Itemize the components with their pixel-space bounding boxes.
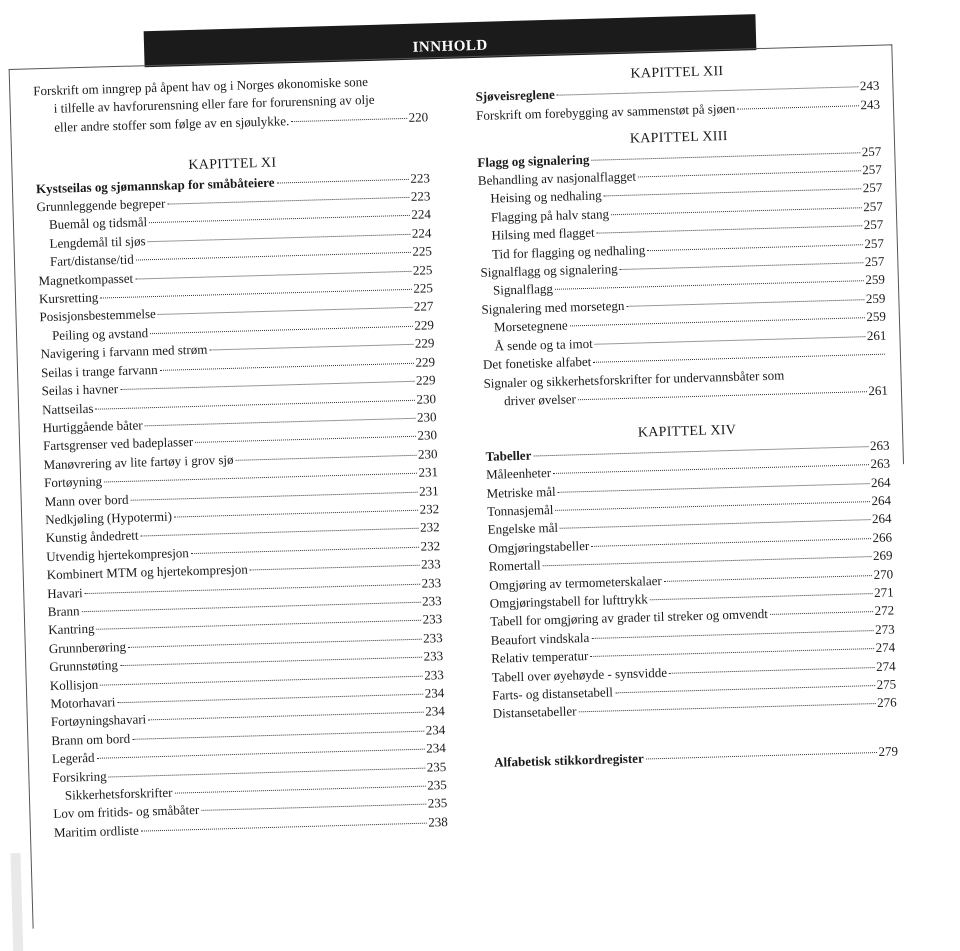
toc-entry-page: 259: [865, 272, 886, 288]
leader-dots: [82, 602, 421, 612]
toc-entry-page: 273: [874, 621, 895, 637]
leader-dots: [148, 712, 423, 721]
toc-entry-label: Lov om fritids- og småbåter: [53, 802, 200, 822]
leader-dots: [135, 271, 411, 280]
toc-entry-page: 233: [420, 556, 441, 572]
toc-entry-page: 234: [426, 740, 446, 756]
toc-entry-page: 263: [870, 455, 891, 472]
toc-entry-page: 264: [871, 492, 892, 509]
toc-entry-page: 224: [411, 206, 432, 223]
toc-entry-label: Kombinert MTM og hjertekompresjon: [46, 561, 248, 583]
leader-dots: [117, 694, 422, 704]
leader-dots: [590, 648, 873, 657]
toc-entry-page: 274: [875, 639, 896, 656]
leader-dots: [591, 538, 870, 547]
leader-dots: [109, 767, 425, 777]
toc-entry-page: 263: [869, 437, 890, 453]
toc-entry-label: Signalering med morsetegn: [481, 297, 625, 317]
leader-dots: [558, 483, 869, 493]
leader-dots: [620, 262, 863, 270]
toc-entry-list-xiii: [477, 142, 887, 374]
toc-entry-label: Mann over bord: [44, 491, 129, 509]
leader-dots: [770, 611, 873, 615]
toc-entry-label: Det fonetiske alfabet: [482, 353, 592, 372]
leader-dots: [595, 336, 865, 345]
toc-entry-label: Sjøveisreglene: [475, 87, 555, 105]
chapter-heading-xi: KAPITTEL XI: [188, 155, 277, 174]
toc-entry-page: 233: [421, 574, 442, 591]
leader-dots: [167, 197, 409, 205]
toc-entry-page: 227: [413, 298, 434, 315]
toc-entry-label: Manøvrering av lite fartøy i grov sjø: [43, 451, 234, 472]
intro-line-2: i tilfelle av havforurensning eller fare for forurensning av olje: [53, 92, 375, 117]
toc-entry-page: 230: [416, 390, 437, 407]
toc-entry-label: Buemål og tidsmål: [48, 214, 148, 233]
toc-entry-label: Maritim ordliste: [53, 822, 139, 840]
toc-entry-page: 225: [413, 280, 434, 296]
leader-dots: [136, 252, 411, 261]
toc-entry-label: Kunstig åndedrett: [45, 527, 139, 546]
toc-entry-label: Metriske mål: [486, 483, 556, 501]
leader-dots: [560, 519, 870, 529]
leader-dots: [120, 657, 422, 666]
toc-entry-page: 235: [426, 758, 447, 775]
toc-entry-label: Grunnleggende begreper: [36, 195, 166, 215]
leader-dots: [579, 703, 876, 712]
toc-entry-label: Nattseilas: [41, 400, 94, 417]
toc-entry-page: 264: [871, 510, 892, 527]
leader-dots: [664, 575, 872, 582]
toc-entry-page: 233: [423, 648, 444, 664]
toc-entry-page: 233: [422, 629, 443, 646]
toc-entry-label: Grunnstøting: [49, 657, 119, 675]
leader-dots: [96, 749, 424, 759]
toc-entry-label: Behandling av nasjonalflagget: [477, 168, 637, 188]
toc-title: INNHOLD: [412, 37, 488, 56]
toc-entry-page: 225: [412, 261, 433, 278]
toc-entry-line-2: driver øvelser: [503, 391, 577, 409]
leader-dots: [104, 473, 417, 483]
toc-entry-label: Utvendig hjertekompresjon: [46, 544, 190, 564]
toc-entry-label: Kantring: [48, 621, 95, 638]
leader-dots: [291, 118, 406, 122]
toc-entry-label: Tid for flagging og nedhaling: [491, 241, 646, 262]
toc-entry-label: Omgjøring av termometerskalaer: [489, 572, 662, 593]
page-edge-shadow: [11, 853, 24, 951]
toc-entry-page: 261: [868, 382, 889, 399]
toc-entry-page: 235: [427, 777, 447, 793]
toc-entry-page: 264: [870, 474, 891, 490]
toc-entry-label: Brann: [47, 603, 80, 620]
toc-entry-label: Omgjøringstabeller: [487, 537, 590, 556]
intro-line-1: Forskrift om inngrep på åpent hav og i Norges økonomiske sone: [33, 73, 369, 99]
toc-entry-page: 230: [417, 445, 438, 462]
leader-dots: [597, 225, 862, 233]
leader-dots: [174, 510, 418, 518]
toc-entry-page: 234: [425, 721, 446, 738]
toc-entry-label: Tabell for omgjøring av grader til streker og omvendt: [490, 606, 769, 630]
toc-entry-page: 257: [861, 143, 882, 159]
toc-entry-label: Seilas i trange farvann: [40, 361, 158, 380]
toc-entry-label: Peiling og avstand: [51, 325, 149, 343]
toc-entry-label: Havari: [47, 584, 83, 601]
chapter-heading-xiii: KAPITTEL XIII: [629, 129, 728, 147]
toc-entry-label: Relativ temperatur: [491, 648, 589, 666]
toc-entry-page: 266: [872, 529, 893, 545]
toc-entry-label: Heising og nedhaling: [490, 187, 602, 207]
leader-dots: [128, 638, 421, 647]
leader-dots: [611, 207, 861, 215]
toc-entry-label: Flagg og signalering: [477, 151, 590, 170]
toc-entry-label: Fortøyningshavari: [50, 711, 147, 730]
toc-entry-page: 234: [424, 685, 445, 701]
toc-entry-label: Magnetkompasset: [38, 270, 134, 288]
leader-dots: [100, 675, 422, 685]
toc-entry-page: 276: [876, 694, 897, 711]
toc-entry-page: 269: [872, 547, 893, 564]
toc-entry-label: Hilsing med flagget: [491, 224, 595, 243]
leader-dots: [145, 418, 415, 427]
toc-entry-label: Å sende og ta imot: [494, 335, 593, 354]
leader-dots: [195, 436, 415, 443]
toc-entry-label: Fart/distanse/tid: [49, 251, 134, 270]
toc-entry-label: Kystseilas og sjømannskap for småbåteiere: [35, 174, 275, 196]
leader-dots: [120, 381, 414, 390]
toc-entry-page: 230: [416, 409, 437, 425]
leader-dots: [555, 281, 863, 291]
frame-line-right: [891, 44, 904, 464]
toc-entry-page: 272: [874, 602, 895, 619]
leader-dots: [591, 630, 873, 639]
toc-entry-label: Omgjøringstabell for lufttrykk: [489, 591, 649, 611]
toc-entry-page: 279: [878, 743, 899, 759]
toc-entry-label: Sikkerhetsforskrifter: [64, 784, 173, 803]
leader-dots: [553, 464, 868, 474]
leader-dots: [201, 804, 426, 811]
leader-dots: [132, 730, 424, 739]
leader-dots: [141, 528, 419, 537]
leader-dots: [148, 234, 410, 242]
toc-entry-page: 230: [417, 427, 438, 444]
frame-line-left: [9, 69, 34, 929]
toc-entry-page: 232: [420, 537, 441, 554]
toc-right-column: [475, 59, 898, 772]
toc-entry-page: 257: [863, 198, 883, 215]
toc-entry-label: Forsikring: [52, 768, 107, 785]
leader-dots: [570, 317, 865, 326]
leader-dots: [141, 822, 427, 831]
leader-dots: [276, 179, 408, 184]
toc-entry-list-xi: [36, 169, 448, 842]
toc-entry-page: 229: [414, 335, 435, 352]
toc-entry-label: Signalflagg og signalering: [480, 261, 618, 280]
leader-dots: [158, 307, 412, 315]
toc-entry-label: Navigering i farvann med strøm: [40, 341, 208, 362]
leader-dots: [250, 565, 419, 571]
toc-entry-page: 243: [859, 78, 880, 94]
toc-entry-label: Engelske mål: [487, 520, 559, 538]
leader-dots: [626, 299, 863, 307]
toc-entry-page: 232: [419, 519, 440, 536]
leader-dots: [591, 152, 859, 160]
toc-entry-label: Beaufort vindskala: [490, 629, 590, 648]
toc-entry-page: 223: [410, 188, 431, 204]
toc-entry-label: Tonnasjemål: [486, 501, 554, 519]
leader-dots: [97, 620, 421, 630]
toc-entry-page: 231: [418, 482, 439, 499]
toc-entry-label: Posisjonsbestemmelse: [39, 306, 157, 325]
leader-dots: [130, 491, 417, 500]
toc-entry-label: Brann om bord: [51, 730, 131, 748]
toc-entry-page: 274: [875, 658, 896, 674]
toc-entry-page: 257: [863, 216, 884, 233]
toc-entry-page: 229: [415, 353, 436, 370]
toc-entry-label: Farts- og distansetabell: [492, 684, 614, 703]
leader-dots: [95, 399, 414, 409]
toc-entry-label: Kollisjon: [49, 676, 99, 693]
leader-dots: [593, 354, 885, 363]
toc-entry-page: 233: [423, 666, 444, 683]
leader-dots: [647, 244, 862, 251]
toc-entry-page: 270: [873, 566, 894, 582]
leader-dots: [669, 667, 874, 674]
toc-entry-page: 257: [862, 180, 883, 196]
toc-entry-page: 257: [864, 235, 885, 251]
toc-entry-label: Legeråd: [51, 750, 95, 767]
toc-entry-page: 271: [873, 584, 894, 601]
toc-entry-label: Tabeller: [485, 447, 532, 464]
toc-entry-page: 232: [419, 501, 440, 517]
leader-dots: [638, 170, 860, 177]
leader-dots: [85, 583, 420, 593]
toc-entry-label: Fartsgrenser ved badeplasser: [42, 434, 194, 454]
toc-entry-page: 275: [876, 676, 897, 693]
toc-left-column: [33, 71, 448, 842]
leader-dots: [209, 344, 413, 351]
leader-dots: [174, 786, 425, 794]
toc-entry-page: 235: [427, 795, 448, 812]
intro-line-3: eller andre stoffer som følge av en sjøulykke.: [54, 113, 290, 135]
leader-dots: [191, 546, 419, 553]
toc-entry-label: Distansetabeller: [492, 703, 577, 722]
toc-entry-page: 259: [866, 308, 887, 325]
toc-entry-page: 229: [414, 317, 435, 333]
toc-entry-label: Romertall: [488, 557, 541, 574]
leader-dots: [533, 446, 868, 456]
leader-dots: [604, 189, 861, 197]
chapter-heading-xiv: KAPITTEL XIV: [637, 423, 737, 441]
leader-dots: [149, 215, 409, 223]
leader-dots: [650, 593, 872, 600]
toc-entry-label: Fortøyning: [43, 473, 103, 491]
toc-entry-label: Motorhavari: [50, 694, 116, 712]
leader-dots: [555, 501, 869, 511]
toc-entry-page: 243: [860, 96, 881, 113]
toc-entry-page: 257: [862, 161, 882, 178]
leader-dots: [100, 289, 411, 299]
toc-entry-label: Alfabetisk stikkordregister: [493, 750, 644, 770]
toc-entry-label: Måleenheter: [485, 465, 552, 482]
leader-dots: [160, 363, 414, 371]
toc-entry-page: 233: [421, 593, 442, 609]
toc-entry-label: Lengdemål til sjøs: [49, 233, 146, 251]
toc-entry-label: Nedkjøling (Hypotermi): [45, 508, 173, 528]
toc-entry-page: 233: [422, 611, 443, 628]
leader-dots: [150, 326, 412, 334]
toc-entry-page: 259: [865, 290, 886, 307]
toc-entry-page: 231: [418, 464, 439, 480]
toc-entry-page: 238: [428, 813, 449, 830]
leader-dots: [543, 556, 871, 566]
intro-page: 220: [408, 109, 429, 125]
toc-entry-page: 257: [864, 253, 885, 270]
toc-entry-list-xiv: [485, 436, 897, 723]
chapter-heading-xii: KAPITTEL XII: [630, 64, 724, 82]
leader-dots: [578, 391, 867, 400]
leader-dots: [236, 454, 417, 460]
toc-entry-page: 225: [412, 243, 433, 260]
toc-entry-label: Seilas i havner: [41, 381, 119, 399]
leader-dots: [646, 752, 877, 759]
leader-dots: [557, 87, 858, 96]
toc-entry-label: Signalflagg: [492, 281, 554, 299]
toc-entry-label: Kursretting: [38, 289, 99, 307]
toc-entry-label: Forskrift om forebygging av sammenstøt på sjøen: [475, 100, 736, 123]
leader-dots: [737, 105, 858, 109]
toc-header: [144, 14, 757, 67]
toc-entry-page: 234: [425, 703, 445, 720]
toc-entry-page: 224: [411, 225, 432, 241]
toc-entry-page: 229: [415, 372, 436, 388]
toc-entry-label: Hurtiggående båter: [42, 417, 143, 436]
toc-entry-page: 223: [410, 169, 431, 186]
toc-entry-page: 261: [866, 327, 887, 343]
toc-entry-label: Grunnberøring: [48, 638, 127, 656]
toc-entry-label: Flagging på halv stang: [490, 206, 610, 225]
toc-entry-label: Morsetegnene: [493, 317, 568, 335]
toc-entry-label: Tabell over øyehøyde - synsvidde: [491, 664, 668, 685]
toc-entry-line-1: Signaler og sikkerhetsforskrifter for undervannsbåter som: [483, 366, 785, 391]
leader-dots: [615, 685, 875, 693]
